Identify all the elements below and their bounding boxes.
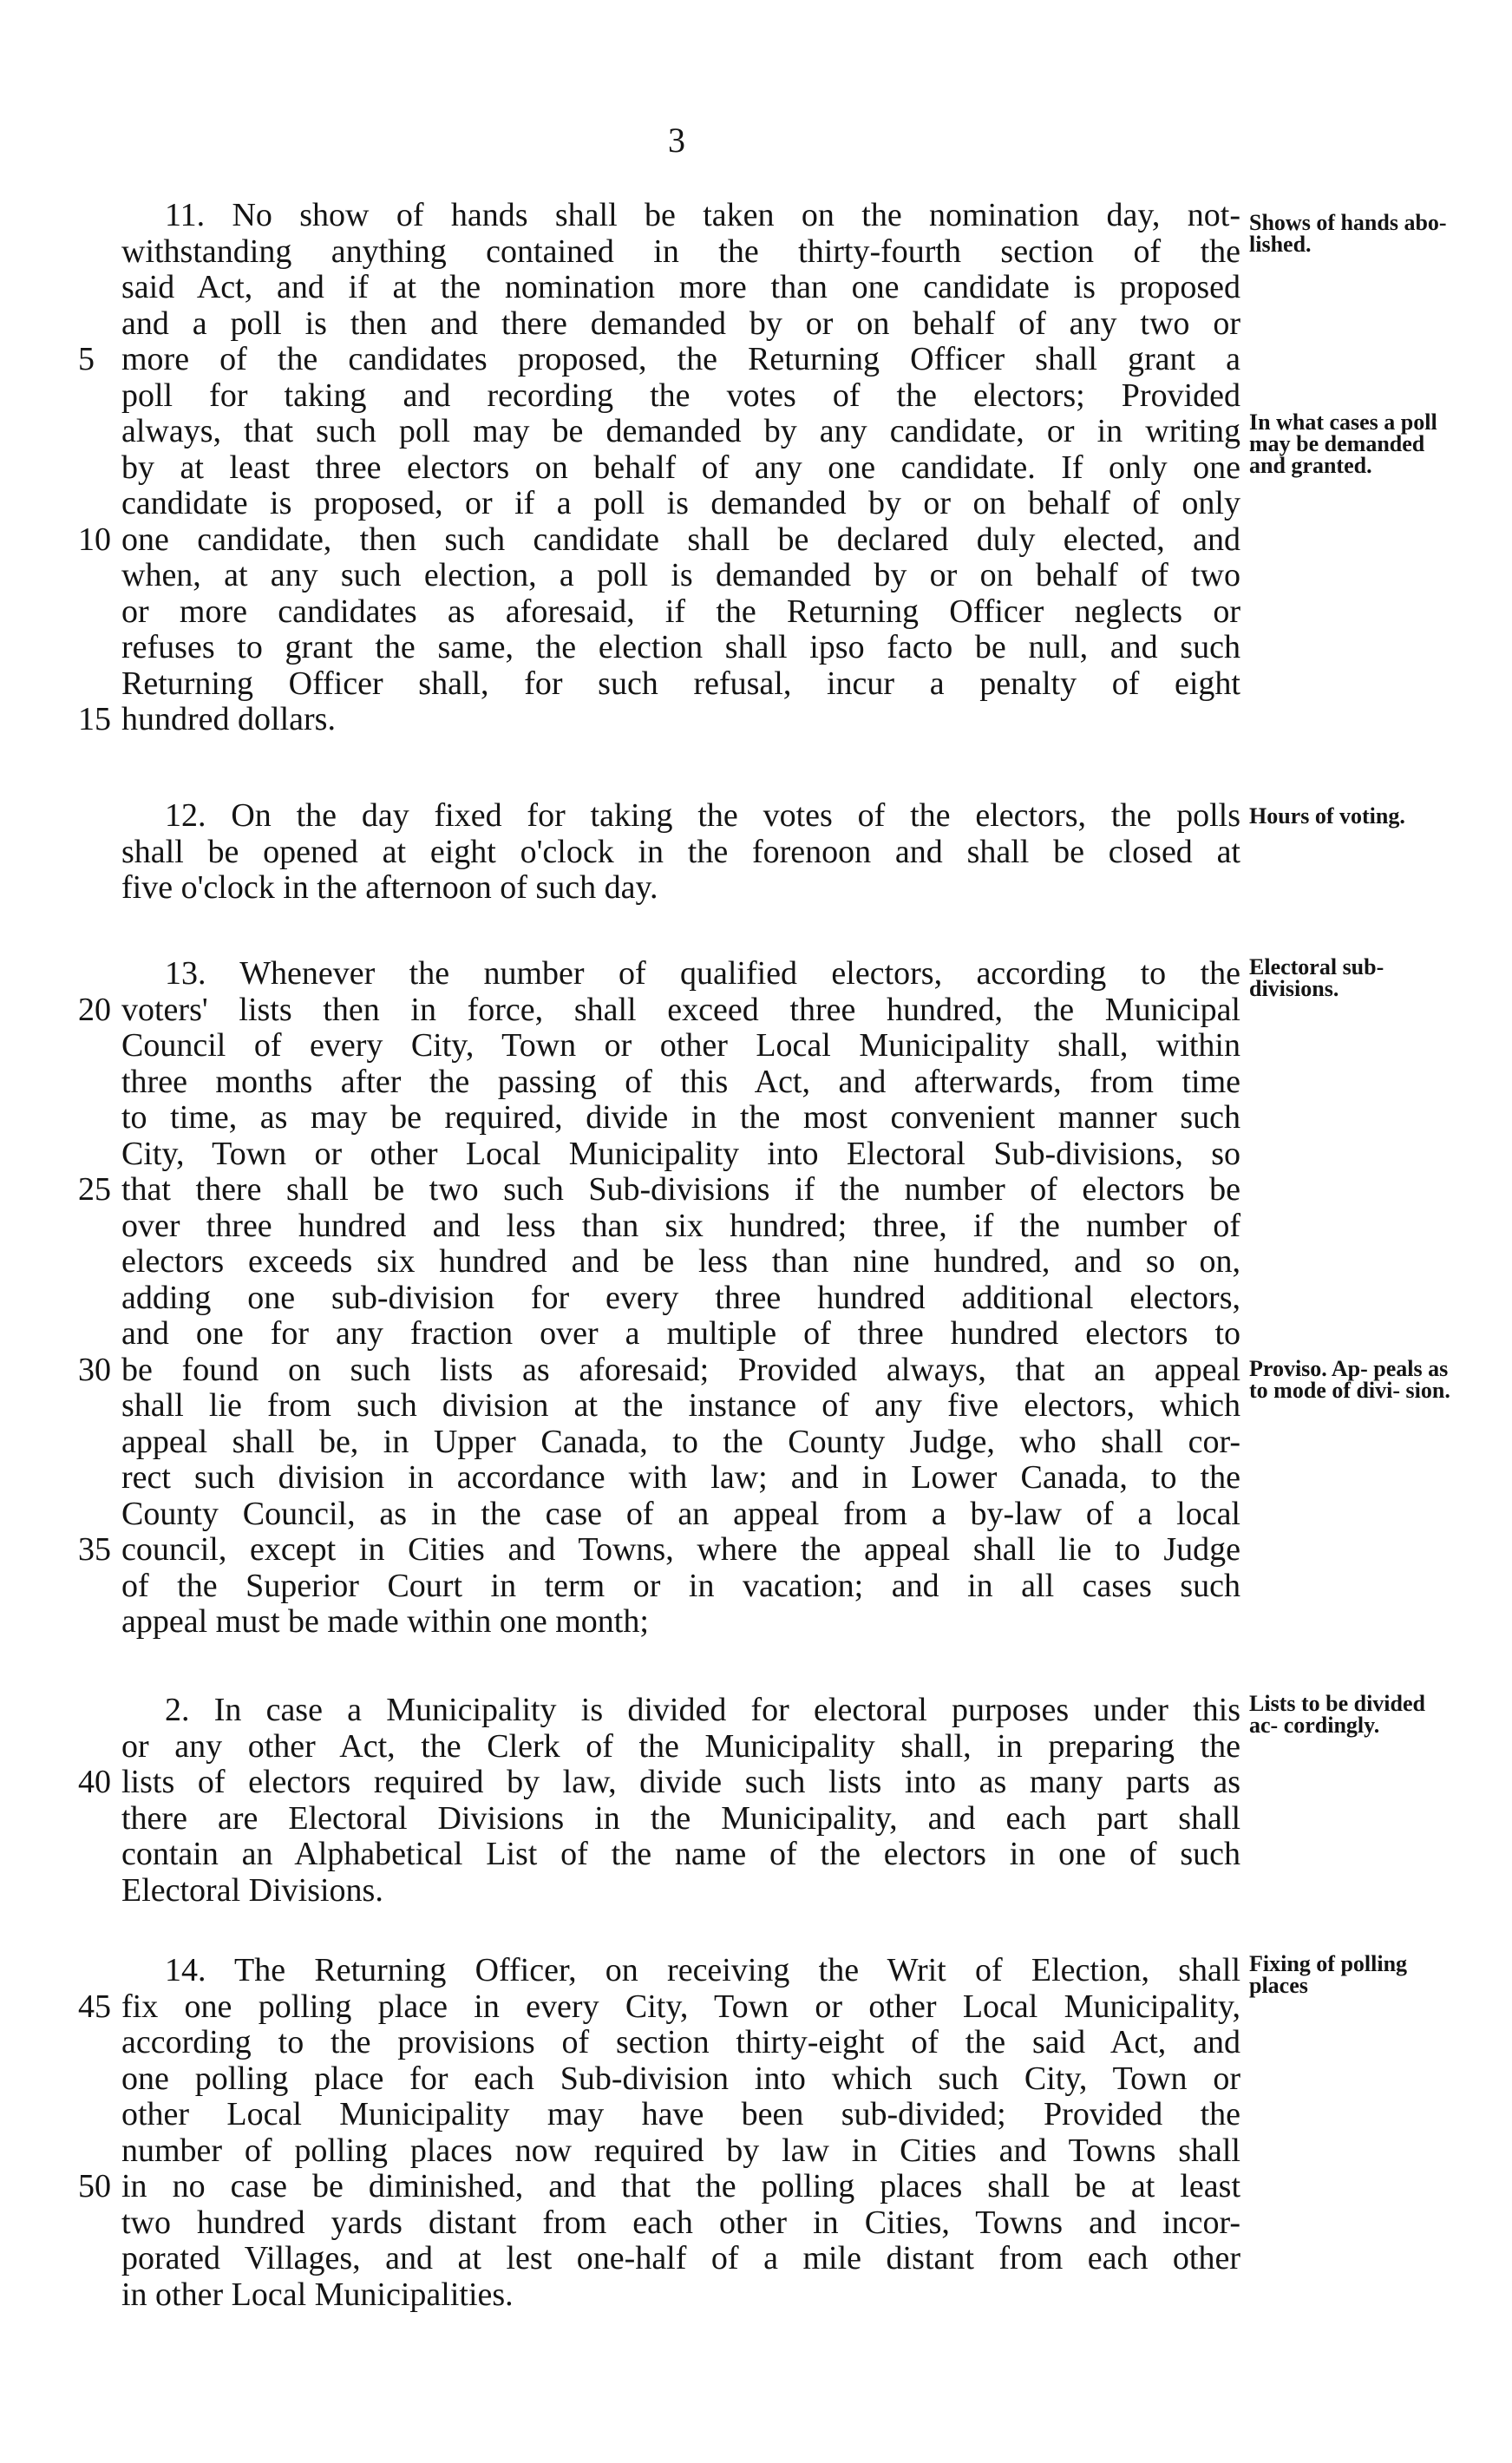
text-line (0, 1569, 1512, 1605)
text-line (0, 870, 1512, 907)
line-text: County Council, as in the case of an appeal from a by-law of a local (121, 1495, 1240, 1532)
line-text: or more candidates as aforesaid, if the Returning Officer neglects or (121, 593, 1240, 630)
line-number: 20 (78, 991, 111, 1028)
text-line (0, 1028, 1512, 1064)
line-number: 5 (78, 341, 95, 377)
text-line (0, 2241, 1512, 2277)
line-text: two hundred yards distant from each other in Cities, Towns and incor- (121, 2204, 1240, 2241)
text-line (0, 1425, 1512, 1461)
text-line (0, 835, 1512, 871)
line-text: and one for any fraction over a multiple of three hundred electors to (121, 1315, 1240, 1352)
text-line (0, 666, 1512, 703)
text-line (0, 486, 1512, 522)
line-text: 14. The Returning Officer, on receiving the Writ of Election, shall (165, 1952, 1240, 1988)
line-text: always, that such poll may be demanded by any candidate, or in writing (121, 413, 1240, 449)
text-line (0, 1209, 1512, 1245)
line-text: 12. On the day fixed for taking the votes of the electors, the polls (165, 797, 1240, 834)
text-line (0, 2061, 1512, 2098)
line-text: 13. Whenever the number of qualified electors, according to the (165, 955, 1240, 992)
line-text: be found on such lists as aforesaid; Provided always, that an appeal (121, 1351, 1240, 1388)
line-text: 11. No show of hands shall be taken on the nomination day, not- (165, 197, 1240, 233)
line-text: three months after the passing of this Act, and afterwards, from time (121, 1063, 1240, 1100)
text-line (0, 378, 1512, 415)
line-text: more of the candidates proposed, the Returning Officer shall grant a (121, 341, 1240, 377)
line-text: that there shall be two such Sub-divisions if the number of electors be (121, 1171, 1240, 1208)
line-text: shall be opened at eight o'clock in the forenoon and shall be closed at (121, 833, 1240, 870)
line-text: hundred dollars. (121, 701, 336, 737)
line-text: Returning Officer shall, for such refusal, incur a penalty of eight (121, 665, 1240, 702)
line-text: according to the provisions of section thirty-eight of the said Act, and (121, 2024, 1240, 2060)
text-line (0, 594, 1512, 631)
line-text: adding one sub-division for every three hundred additional electors, (121, 1279, 1240, 1316)
margin-note: Shows of hands abo- lished. (1249, 210, 1447, 257)
line-number: 25 (78, 1171, 111, 1208)
margin-note: Hours of voting. (1249, 803, 1405, 829)
line-text: and a poll is then and there demanded by or on behalf of any two or (121, 305, 1240, 342)
text-line (0, 702, 1512, 738)
line-number: 40 (78, 1764, 111, 1800)
line-text: electors exceeds six hundred and be less than nine hundred, and so on, (121, 1243, 1240, 1280)
text-line (0, 342, 1512, 378)
text-line (0, 1460, 1512, 1497)
line-text: voters' lists then in force, shall exceed three hundred, the Municipal (121, 991, 1240, 1028)
line-text: Council of every City, Town or other Local Municipality shall, within (121, 1027, 1240, 1064)
margin-note: Lists to be divided ac- cordingly. (1249, 1691, 1425, 1738)
line-number: 15 (78, 701, 111, 737)
text-line (0, 306, 1512, 343)
line-text: lists of electors required by law, divide such lists into as many parts as (121, 1764, 1240, 1800)
line-text: 2. In case a Municipality is divided for electoral purposes under this (165, 1692, 1240, 1728)
text-line (0, 1837, 1512, 1873)
line-text: appeal must be made within one month; (121, 1603, 649, 1640)
line-number: 10 (78, 521, 111, 558)
text-line (0, 1532, 1512, 1569)
section-s14 (0, 1953, 1512, 2313)
line-text: contain an Alphabetical List of the name of the electors in one of such (121, 1836, 1240, 1872)
line-number: 35 (78, 1531, 111, 1568)
text-line (0, 2169, 1512, 2205)
line-text: when, at any such election, a poll is demanded by or on behalf of two (121, 557, 1240, 593)
line-text: City, Town or other Local Municipality into Electoral Sub-divisions, so (121, 1135, 1240, 1172)
text-line (0, 1316, 1512, 1353)
line-text: shall lie from such division at the instance of any five electors, which (121, 1387, 1240, 1424)
text-line (0, 558, 1512, 594)
line-text: over three hundred and less than six hundred; three, if the number of (121, 1207, 1240, 1244)
text-line (0, 1100, 1512, 1137)
line-text: council, except in Cities and Towns, where the appeal shall lie to Judge (121, 1531, 1240, 1568)
text-line (0, 522, 1512, 559)
margin-note: Electoral sub- divisions. (1249, 954, 1384, 1001)
section-s13 (0, 956, 1512, 1641)
text-line (0, 2133, 1512, 2170)
line-text: there are Electoral Divisions in the Municipality, and each part shall (121, 1799, 1240, 1837)
text-line (0, 2277, 1512, 2314)
line-number: 45 (78, 1988, 111, 2025)
line-text: appeal shall be, in Upper Canada, to the County Judge, who shall cor- (121, 1423, 1240, 1460)
line-text: or any other Act, the Clerk of the Municipality shall, in preparing the (121, 1727, 1240, 1765)
line-number: 30 (78, 1351, 111, 1388)
text-line (0, 1604, 1512, 1641)
text-line (0, 1281, 1512, 1317)
text-line (0, 2205, 1512, 2242)
line-text: fix one polling place in every City, Town or other Local Municipality, (121, 1988, 1240, 2025)
text-line (0, 1244, 1512, 1281)
margin-note: Proviso. Ap- peals as to mode of divi- sion. (1249, 1356, 1450, 1403)
text-line (0, 630, 1512, 666)
line-text: one polling place for each Sub-division into which such City, Town or (121, 2060, 1240, 2097)
line-text: other Local Municipality may have been sub-divided; Provided the (121, 2096, 1240, 2132)
line-text: number of polling places now required by law in Cities and Towns shall (121, 2132, 1240, 2169)
line-text: Electoral Divisions. (121, 1871, 383, 1909)
text-line (0, 1801, 1512, 1837)
line-number: 50 (78, 2168, 111, 2204)
line-text: of the Superior Court in term or in vacation; and in all cases such (121, 1567, 1240, 1604)
line-text: in no case be diminished, and that the polling places shall be at least (121, 2168, 1240, 2204)
line-text: candidate is proposed, or if a poll is demanded by or on behalf of only (121, 485, 1240, 521)
line-text: porated Villages, and at lest one-half of a mile distant from each other (121, 2240, 1240, 2276)
text-line (0, 1497, 1512, 1533)
text-line (0, 2025, 1512, 2061)
text-line (0, 1765, 1512, 1801)
line-text: to time, as may be required, divide in the most convenient manner such (121, 1099, 1240, 1136)
text-line (0, 2097, 1512, 2133)
text-line (0, 1873, 1512, 1909)
line-text: in other Local Municipalities. (121, 2276, 514, 2313)
line-text: by at least three electors on behalf of any one candidate. If only one (121, 449, 1240, 486)
line-text: one candidate, then such candidate shall be declared duly elected, and (121, 521, 1240, 558)
line-text: said Act, and if at the nomination more than one candidate is proposed (121, 269, 1240, 305)
line-text: refuses to grant the same, the election shall ipso facto be null, and such (121, 629, 1240, 665)
margin-note: Fixing of polling places (1249, 1951, 1408, 1998)
text-line (0, 1137, 1512, 1173)
line-text: five o'clock in the afternoon of such day. (121, 869, 658, 906)
page-number: 3 (668, 121, 685, 160)
text-line (0, 1172, 1512, 1209)
text-line (0, 270, 1512, 306)
line-text: rect such division in accordance with law; and in Lower Canada, to the (121, 1459, 1240, 1496)
line-text: withstanding anything contained in the thirty-fourth section of the (121, 233, 1240, 270)
text-line (0, 1064, 1512, 1101)
line-text: poll for taking and recording the votes of the electors; Provided (121, 377, 1240, 414)
margin-note: In what cases a poll may be demanded and granted. (1249, 409, 1437, 478)
